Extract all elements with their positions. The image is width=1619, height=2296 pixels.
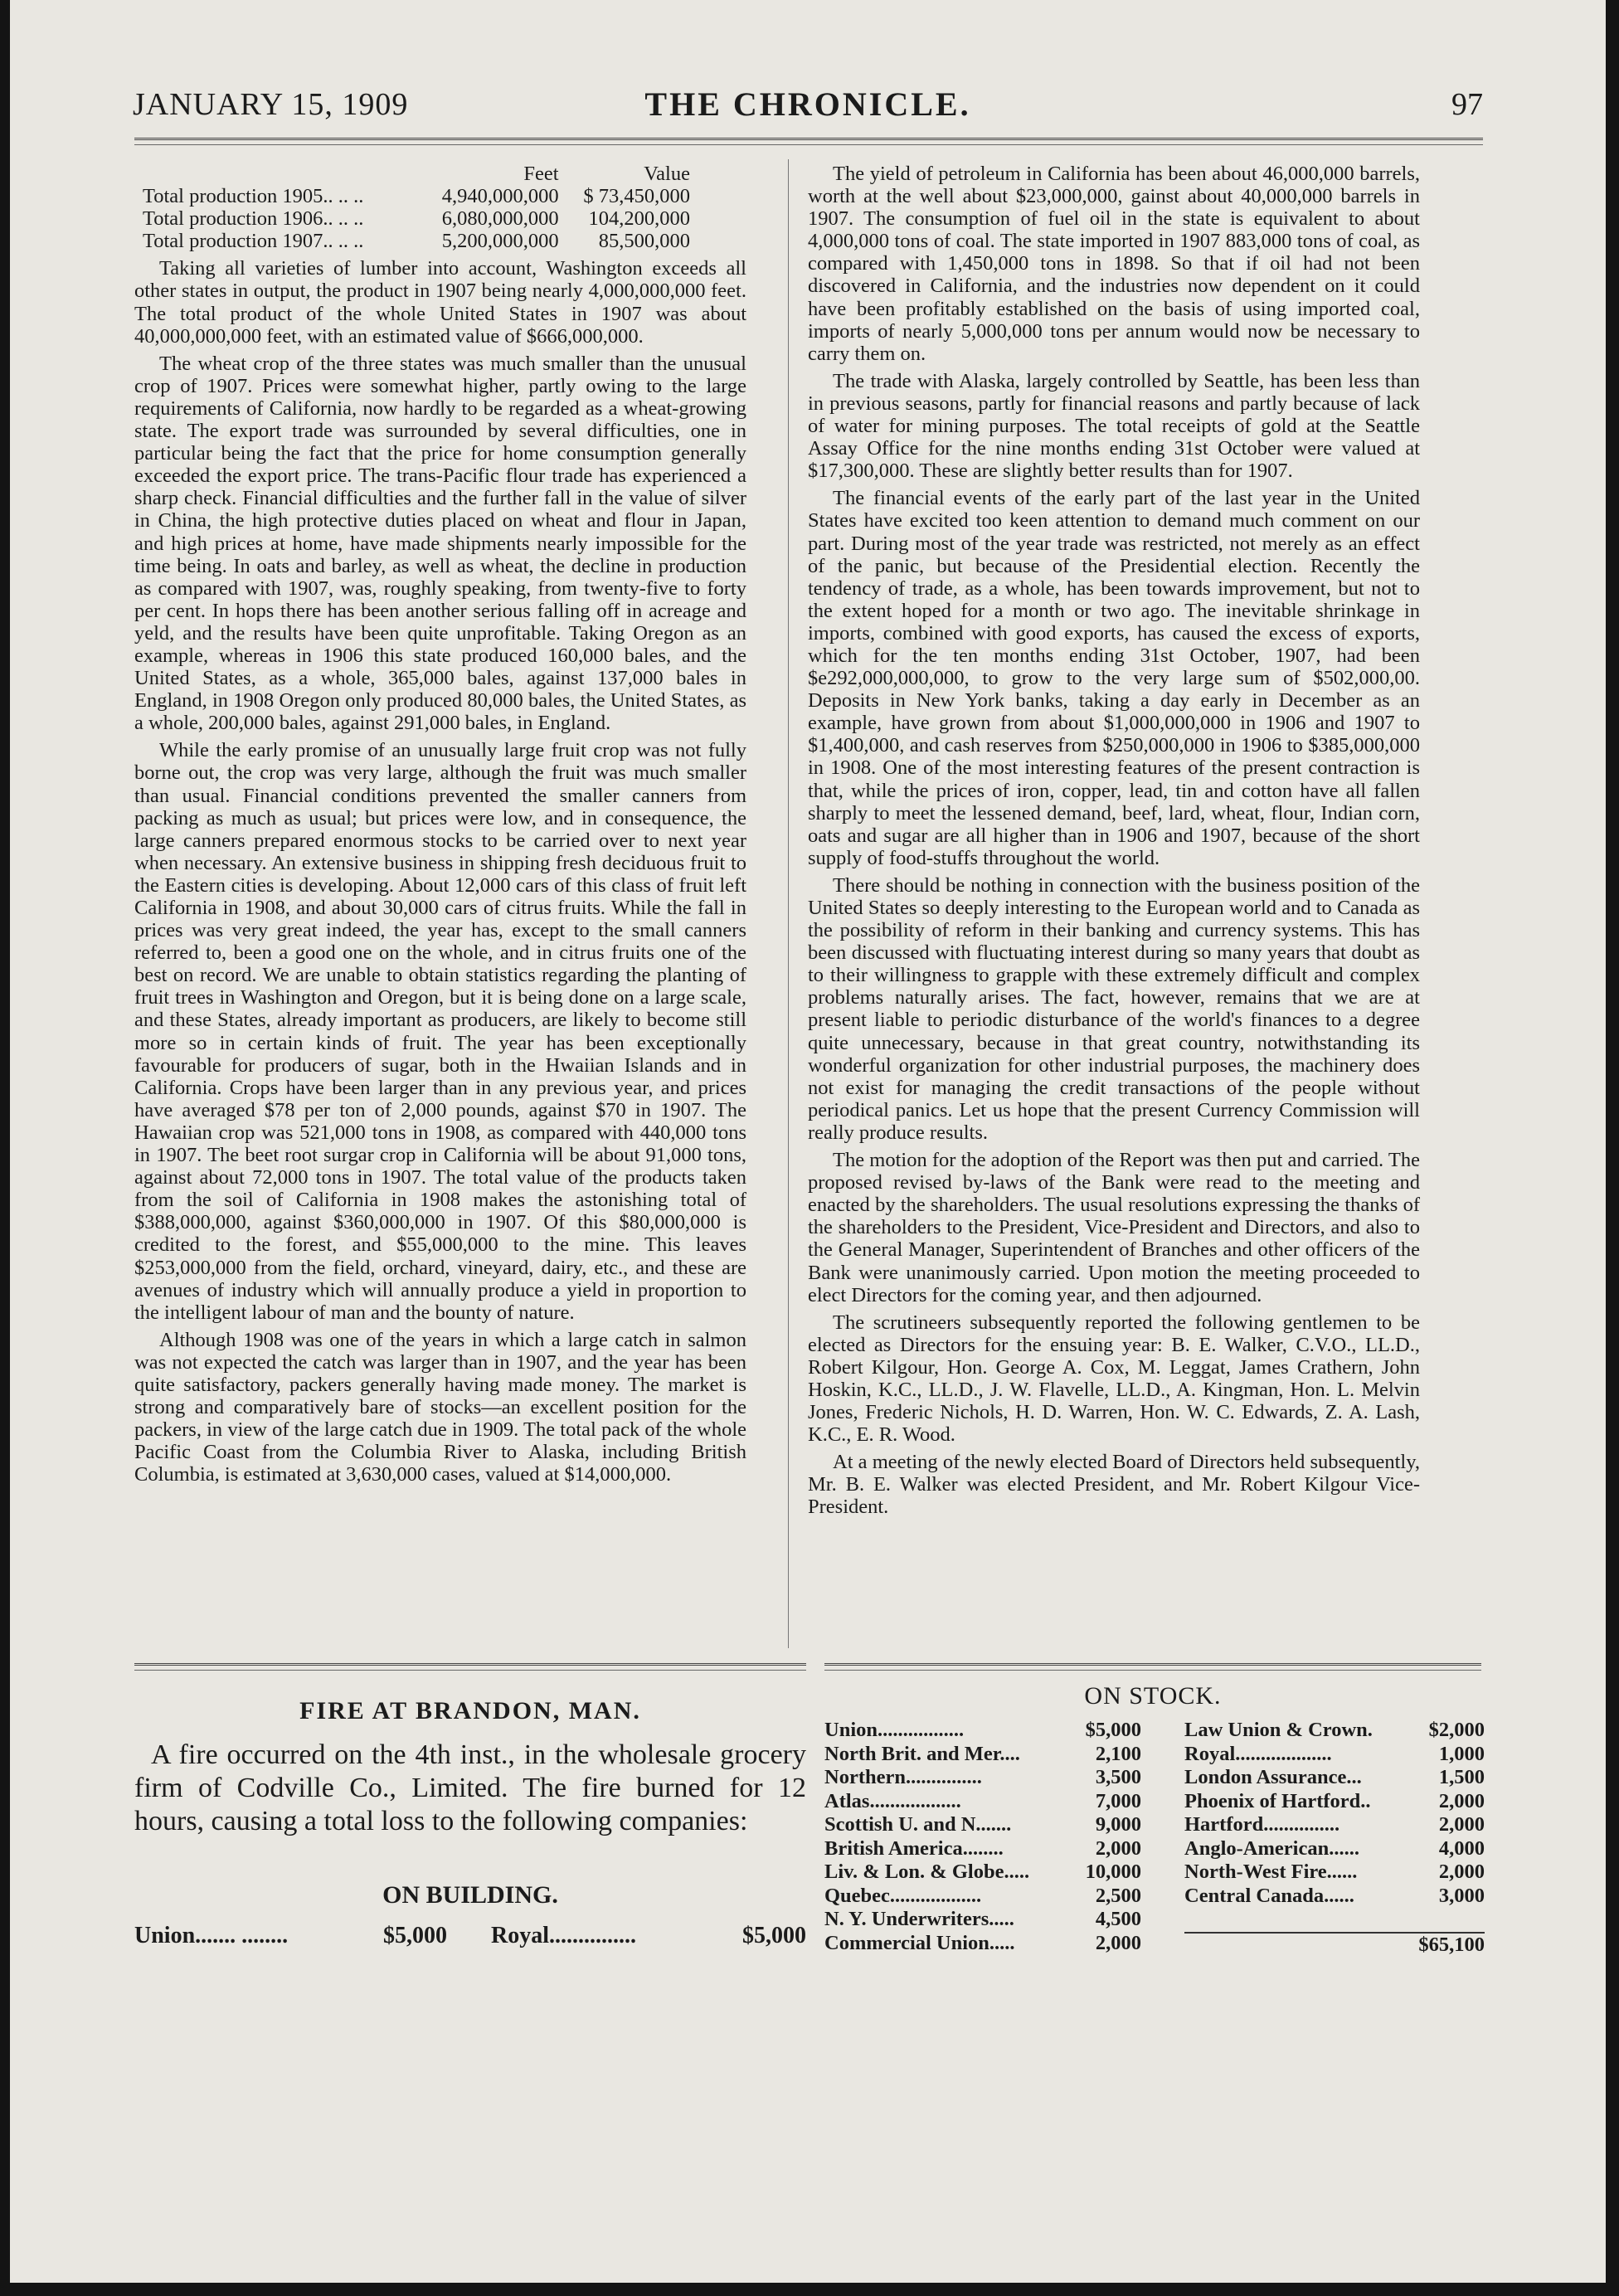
loss-amount: $2,000 (1428, 1719, 1485, 1741)
stock-table-left (824, 1719, 1141, 1955)
page-header (10, 86, 1606, 136)
table-row (1184, 1837, 1485, 1861)
on-building-heading: ON BUILDING. (382, 1881, 558, 1909)
table-row (824, 1861, 1141, 1885)
header-date: JANUARY 15, 1909 (133, 87, 409, 122)
company-name: British America........ (824, 1836, 1004, 1860)
stock-table-right (1184, 1719, 1485, 1957)
paragraph-directors: The scrutineers subsequently reported the following gentlemen to be elected as Directors for the ensuing year: B. E. Walker, C.V.O., LL.D., Robert Kilgour, Hon. George A. Cox, M. Leggat, James Crathern, John Hoskin, K.C., LL.D., J. W. Flavelle, LL.D., A. Kingman, Hon. L. Melvin Jones, Frederic Nichols, H. D. Warren, Hon. W. C. Edwards, Z. A. Lash, K.C., E. R. Wood. (808, 1311, 1420, 1447)
table-row (1184, 1885, 1485, 1909)
row-feet: 4,940,000,000 (441, 185, 559, 208)
company-name: Central Canada...... (1184, 1884, 1354, 1907)
row-value: 85,500,000 (598, 230, 690, 253)
paragraph-alaska: The trade with Alaska, largely controlled by Seattle, has been less than in previous seasons, partly for financial reasons and partly because of lack of water for mining purposes. The total receipts of gold at the Seattle Assay Office for the nine months ending 31st October were valued at $17,300,000. These are slightly better results than for 1907. (808, 369, 1420, 483)
publication-title: THE CHRONICLE. (644, 85, 971, 123)
loss-amount: 1,000 (1438, 1742, 1485, 1765)
company-name: Liv. & Lon. & Globe..... (824, 1861, 1030, 1883)
table-row (824, 1932, 1141, 1956)
row-feet: 6,080,000,000 (441, 207, 559, 231)
loss-amount: 3,500 (1095, 1766, 1141, 1788)
company-name: Hartford............... (1184, 1813, 1340, 1836)
production-table (143, 163, 690, 252)
company-name: Royal................... (1184, 1742, 1332, 1765)
fire-paragraph: A fire occurred on the 4th inst., in the wholesale grocery firm of Codville Co., Limited. The fire burned for 12 hours, causing a total loss to the following companies: (134, 1739, 806, 1836)
company-name: Atlas.................. (824, 1789, 961, 1812)
loss-amount: 7,000 (1095, 1789, 1141, 1812)
table-row (824, 1837, 1141, 1861)
table-row (1184, 1719, 1485, 1743)
table-row (143, 185, 690, 207)
total-amount: $65,100 (1407, 1933, 1485, 1958)
table-row (824, 1719, 1141, 1743)
total-row (1184, 1933, 1485, 1958)
section-rule-right (824, 1663, 1481, 1671)
table-row (824, 1885, 1141, 1909)
company-name: Union................. (824, 1719, 965, 1741)
building-company-amount: $5,000 (383, 1923, 447, 1948)
paragraph-president: At a meeting of the newly elected Board of Directors held subsequently, Mr. B. E. Walker was elected President, and Mr. Robert Kilgour Vice-President. (808, 1451, 1420, 1519)
company-name: North Brit. and Mer.... (824, 1742, 1020, 1765)
building-company-name: Royal............... (491, 1923, 636, 1948)
loss-amount: 3,000 (1438, 1884, 1485, 1907)
newspaper-page (10, 0, 1606, 2283)
loss-amount: 2,000 (1438, 1813, 1485, 1836)
company-name: Quebec.................. (824, 1884, 982, 1907)
loss-amount: 2,500 (1095, 1884, 1141, 1907)
table-row (1184, 1813, 1485, 1837)
table-row (1184, 1908, 1485, 1933)
company-name: Phoenix of Hartford.. (1184, 1789, 1371, 1812)
fire-heading: FIRE AT BRANDON, MAN. (299, 1697, 641, 1724)
loss-amount: 9,000 (1095, 1813, 1141, 1836)
paragraph-financial: The financial events of the early part of the last year in the United States have excited too keen attention to demand much comment on our part. During most of the year trade was restricted, not merely as an effect of the panic, but because of the Presidential election. Recently the tendency of trade, as a whole, has been towards improvement, but not to the extent hoped for a month or two ago. The inevitable shrinkage in imports, combined with good exports, has caused the excess of exports, which for the ten months ending 31st October, 1907, had been $e292,000,000,000, to grow to the very large sum of $502,000,00. Deposits in New York banks, taking a day early in December as an example, have grown from about $1,000,000,000 in 1906 and 1907 to $1,400,000, and cash reserves from $250,000,000 in 1906 to $385,000,000 in 1908. One of the most interesting features of the present contraction is that, while the prices of iron, copper, lead, tin and cotton have all fallen sharply to meet the lessened demand, beef, lard, wheat, flour, Indian corn, oats and sugar are all higher than in 1906 and 1907, because of the short supply of food-stuffs throughout the world. (808, 487, 1420, 869)
company-name: Law Union & Crown. (1184, 1719, 1373, 1741)
paragraph-lumber: Taking all varieties of lumber into account, Washington exceeds all other states in output, the product in 1907 being nearly 4,000,000,000 feet. The total product of the whole United States in 1907 was about 40,000,000,000 feet, with an estimated value of $666,000,000. (134, 257, 746, 348)
column-divider (788, 159, 789, 1648)
row-label: Total production 1907.. .. .. (143, 230, 364, 253)
table-row (1184, 1861, 1485, 1885)
loss-amount: $5,000 (1085, 1719, 1141, 1741)
row-value: 104,200,000 (588, 207, 690, 231)
on-stock-heading: ON STOCK. (1084, 1682, 1222, 1710)
section-rule-left (134, 1663, 806, 1671)
row-value: $ 73,450,000 (583, 185, 690, 208)
building-company-name: Union....... ........ (134, 1923, 289, 1948)
paragraph-fruit: While the early promise of an unusually large fruit crop was not fully borne out, the crop was very large, although the fruit was much smaller than usual. Financial conditions prevented the smaller canners from packing as much as usual; but prices were low, and in consequence, the large canners prepared enormous stocks to be carried over to next year when necessary. An extensive business in shipping fresh deciduous fruit to the Eastern cities is developing. About 12,000 cars of this class of fruit left California in 1908, and about 30,000 cars of citrus fruits. While the fall in prices was very great indeed, the year has, except to the small canners referred to, been a good one on the whole, and in citrus fruits one of the best on record. We are unable to obtain statistics regarding the planting of fruit trees in Washington and Oregon, but it is being done on a large scale, and these States, already important as producers, are likely to become still more so in certain kinds of fruit. The year has been exceptionally favourable for producers of sugar, both in the Hwaiian Islands and in California. Crops have been larger than in any previous year, and prices have averaged $78 per ton of 2,000 pounds, against $70 in 1907. The Hawaiian crop was 521,000 tons in 1908, as compared with 440,000 tons in 1907. The beet root surgar crop in California will be about 91,000 tons, against about 72,000 tons in 1907. The total value of the products taken from the soil of California in 1908 makes the astonishing total of $388,000,000, against $360,000,000 in 1907. Of this $80,000,000 is credited to the forest, and $55,000,000 to the mine. This leaves $253,000,000 from the field, orchard, vineyard, dairy, etc., and these are avenues of industry which will annually produce a yield in proportion to the intelligent labour of man and the bounty of nature. (134, 739, 746, 1324)
col-feet-header: Feet (523, 163, 559, 185)
right-column (808, 163, 1420, 1524)
loss-amount: 10,000 (1085, 1861, 1141, 1883)
loss-amount: 2,000 (1438, 1789, 1485, 1812)
header-rule (134, 138, 1483, 145)
loss-amount: 2,000 (1095, 1836, 1141, 1860)
loss-amount: 1,500 (1438, 1766, 1485, 1788)
paragraph-motion: The motion for the adoption of the Report was then put and carried. The proposed revised by-laws of the Bank were read to the meeting and enacted by the shareholders. The usual resolutions expressing the thanks of the shareholders to the President, Vice-President and Directors, and also to the General Manager, Superintendent of Branches and other officers of the Bank were unanimously carried. Upon motion the meeting proceeded to elect Directors for the coming year, and then adjourned. (808, 1149, 1420, 1306)
table-row (824, 1813, 1141, 1837)
table-row (824, 1743, 1141, 1767)
company-name: London Assurance... (1184, 1766, 1362, 1788)
loss-amount: 2,000 (1095, 1931, 1141, 1954)
row-label: Total production 1906.. .. .. (143, 207, 364, 231)
row-feet: 5,200,000,000 (441, 230, 559, 253)
building-company-amount: $5,000 (742, 1923, 806, 1948)
table-row (824, 1908, 1141, 1932)
loss-amount: 2,000 (1438, 1861, 1485, 1883)
paragraph-currency: There should be nothing in connection with the business position of the United States so deeply interesting to the European world and to Canada as the possibility of reform in their banking and currency systems. This has been discussed with fluctuating interest during so many years that doubt as to their willingness to grapple with these extremely difficult and complex problems naturally arises. The fact, however, remains that we are at present liable to periodic disturbance of the world's finances to a degree quite unnecessary, because in that great country, notwithstanding its wonderful organization for other industrial purposes, the machinery does not exist for managing the credit transactions of the people without periodical panics. Let us hope that the present Currency Commission will really produce results. (808, 873, 1420, 1144)
table-row (1184, 1743, 1485, 1767)
loss-amount: 4,000 (1438, 1836, 1485, 1860)
paragraph-wheat: The wheat crop of the three states was much smaller than the unusual crop of 1907. Prices were somewhat higher, partly owing to the large requirements of California, now hardly to be regarded as a wheat-growing state. The export trade was surrounded by several difficulties, one in particular being the fact that the price for home consumption generally exceeded the export price. The trans-Pacific flour trade has experienced a sharp check. Financial difficulties and the further fall in the value of silver in China, the high protective duties placed on wheat and flour in Japan, and high prices at home, have made shipments nearly impossible for the time being. In oats and barley, as well as wheat, the decline in production as compared with 1907, was, roughly speaking, from twenty-five to forty per cent. In hops there has been another serious falling off in acreage and yeld, and the results have been quite unprofitable. Taking Oregon as an example, whereas in 1906 this state produced 160,000 bales, and the United States, as a whole, 365,000 bales, against 137,000 bales in England, in 1908 Oregon only produced 80,000 bales, the United States, as a whole, 200,000 bales, against 291,000 bales, in England. (134, 352, 746, 735)
page-number: 97 (1451, 87, 1483, 122)
table-row (143, 230, 690, 252)
company-name: Anglo-American...... (1184, 1836, 1359, 1860)
loss-amount: 4,500 (1095, 1908, 1141, 1930)
company-name: Northern............... (824, 1766, 982, 1788)
row-label: Total production 1905.. .. .. (143, 185, 364, 208)
company-name: N. Y. Underwriters..... (824, 1908, 1014, 1930)
table-row (824, 1766, 1141, 1790)
loss-amount: 2,100 (1095, 1742, 1141, 1765)
company-name: Scottish U. and N....... (824, 1813, 1012, 1836)
paragraph-petroleum: The yield of petroleum in California has been about 46,000,000 barrels, worth at the well about $23,000,000, gainst about 40,000,000 barrels in 1907. The consumption of fuel oil in the state is equivalent to about 4,000,000 tons of coal. The state imported in 1907 883,000 tons of coal, as compared with 1,450,000 tons in 1898. So that if oil had not been discovered in California, and the industries now dependent on it could have been profitably established on the basis of using imported coal, imports of nearly 5,000,000 tons per annum would now be necessary to carry them on. (808, 163, 1420, 365)
fire-article (134, 1739, 806, 1838)
table-row (1184, 1766, 1485, 1790)
paragraph-salmon: Although 1908 was one of the years in which a large catch in salmon was not expected the catch was larger than in 1907, and the year has been quite satisfactory, packers generally having made money. The market is strong and comparatively bare of stocks—an excellent position for the packers, in view of the large catch due in 1909. The total pack of the whole Pacific Coast from the Columbia River to Alaska, including British Columbia, is estimated at 3,630,000 cases, valued at $14,000,000. (134, 1328, 746, 1486)
table-row (824, 1790, 1141, 1814)
col-value-header: Value (644, 163, 690, 185)
table-row (1184, 1790, 1485, 1814)
table-row (143, 207, 690, 230)
company-name: North-West Fire...... (1184, 1861, 1358, 1883)
left-column (134, 163, 746, 1491)
company-name: Commercial Union..... (824, 1931, 1015, 1954)
